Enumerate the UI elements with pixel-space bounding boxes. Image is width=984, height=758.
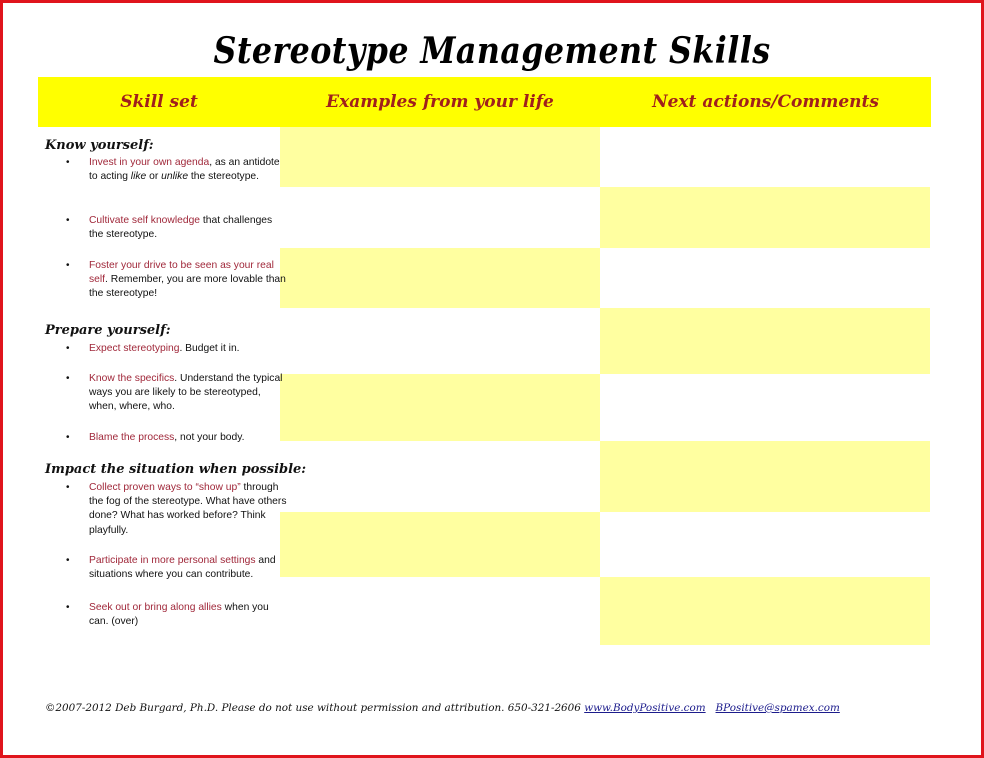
actions-cell[interactable] [600,248,930,308]
bullet-icon: • [66,157,70,168]
footer [45,702,840,714]
table-header [38,77,931,127]
examples-cell[interactable] [280,577,600,645]
bullet-icon: • [66,373,70,384]
examples-cell[interactable] [280,127,600,187]
examples-cell[interactable] [280,187,600,248]
header-skill-set: Skill set [120,92,198,112]
examples-cell[interactable] [280,248,600,308]
bullet-icon: • [66,602,70,613]
actions-cell[interactable] [600,374,930,441]
actions-cell[interactable] [600,512,930,577]
section-heading-prepare-yourself: Prepare yourself: [45,323,171,338]
actions-cell[interactable] [600,187,930,248]
actions-cell[interactable] [600,127,930,187]
page-title: Stereotype Management Skills [213,30,771,72]
copyright-text: ©2007-2012 Deb Burgard, Ph.D. Please do not use without permission and attribution. 650-321-2606 [45,702,585,714]
header-next-actions: Next actions/Comments [652,92,879,112]
email-link[interactable]: BPositive@spamex.com [715,702,840,714]
examples-cell[interactable] [280,441,600,512]
bullet-icon: • [66,482,70,493]
bullet-icon: • [66,432,70,443]
examples-cell[interactable] [280,374,600,441]
bullet-icon: • [66,215,70,226]
examples-cell[interactable] [280,308,600,374]
examples-cell[interactable] [280,512,600,577]
actions-cell[interactable] [600,308,930,374]
section-heading-impact-situation: Impact the situation when possible: [45,462,307,477]
header-examples: Examples from your life [326,92,554,112]
website-link[interactable]: www.BodyPositive.com [584,702,706,714]
actions-cell[interactable] [600,441,930,512]
bullet-icon: • [66,260,70,271]
section-heading-know-yourself: Know yourself: [45,138,154,153]
actions-cell[interactable] [600,577,930,645]
bullet-icon: • [66,343,70,354]
bullet-icon: • [66,555,70,566]
